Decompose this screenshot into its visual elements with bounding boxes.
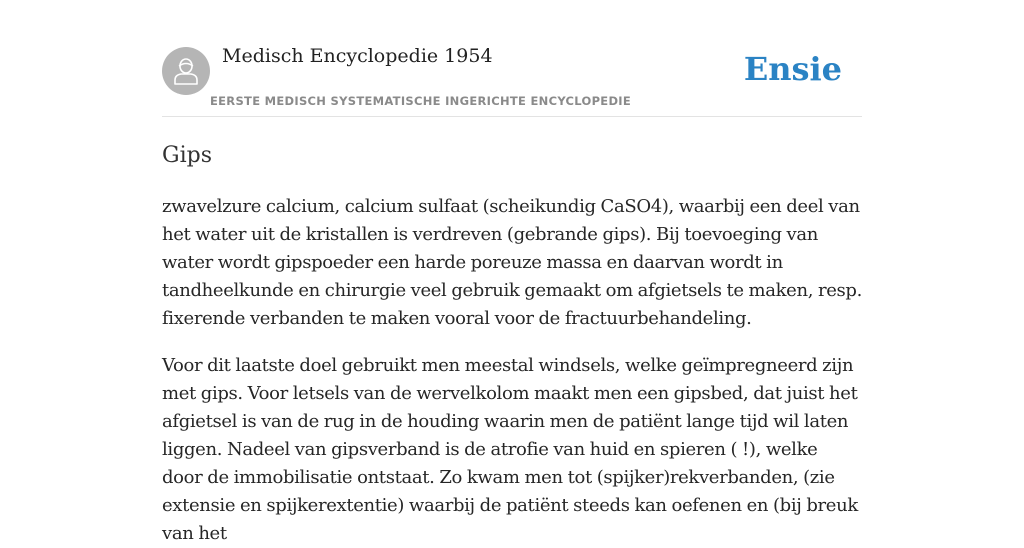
article-title: Gips	[162, 143, 212, 168]
publication-subtitle: EERSTE MEDISCH SYSTEMATISCHE INGERICHTE ENCYCLOPEDIE	[210, 94, 632, 108]
brand-logo[interactable]: Ensie	[743, 50, 842, 88]
article-paragraph-1: zwavelzure calcium, calcium sulfaat (scheikundig CaSO4), waarbij een deel van het water uit de kristallen is verdreven (gebrande gips). Bij toevoeging van water wordt gipspoeder een harde poreuze massa en daarvan wordt in tandheelkunde en chirurgie veel gebruik gemaakt om afgietsels te maken, resp. fixerende verbanden te maken vooral voor de fractuurbehandeling.	[162, 196, 862, 329]
publication-header	[162, 0, 862, 117]
publication-title[interactable]: Medisch Encyclopedie 1954	[222, 45, 493, 67]
article-paragraph-2: Voor dit laatste doel gebruikt men meestal windsels, welke geïmpregneerd zijn met gips. Voor letsels van de wervelkolom maakt men een gipsbed, dat juist het afgietsel is van de rug in de houding waarin men de patiënt lange tijd wil laten liggen. Nadeel van gipsverband is de atrofie van huid en spieren ( !), welke door de immobilisatie ontstaat. Zo kwam men tot (spijker)rekverbanden, (zie extensie en spijkerextentie) waarbij de patiënt steeds kan oefenen en (bij breuk van het	[162, 355, 858, 544]
person-outline-icon	[173, 57, 199, 85]
user-avatar-icon[interactable]	[162, 47, 210, 95]
article-container	[162, 0, 862, 548]
